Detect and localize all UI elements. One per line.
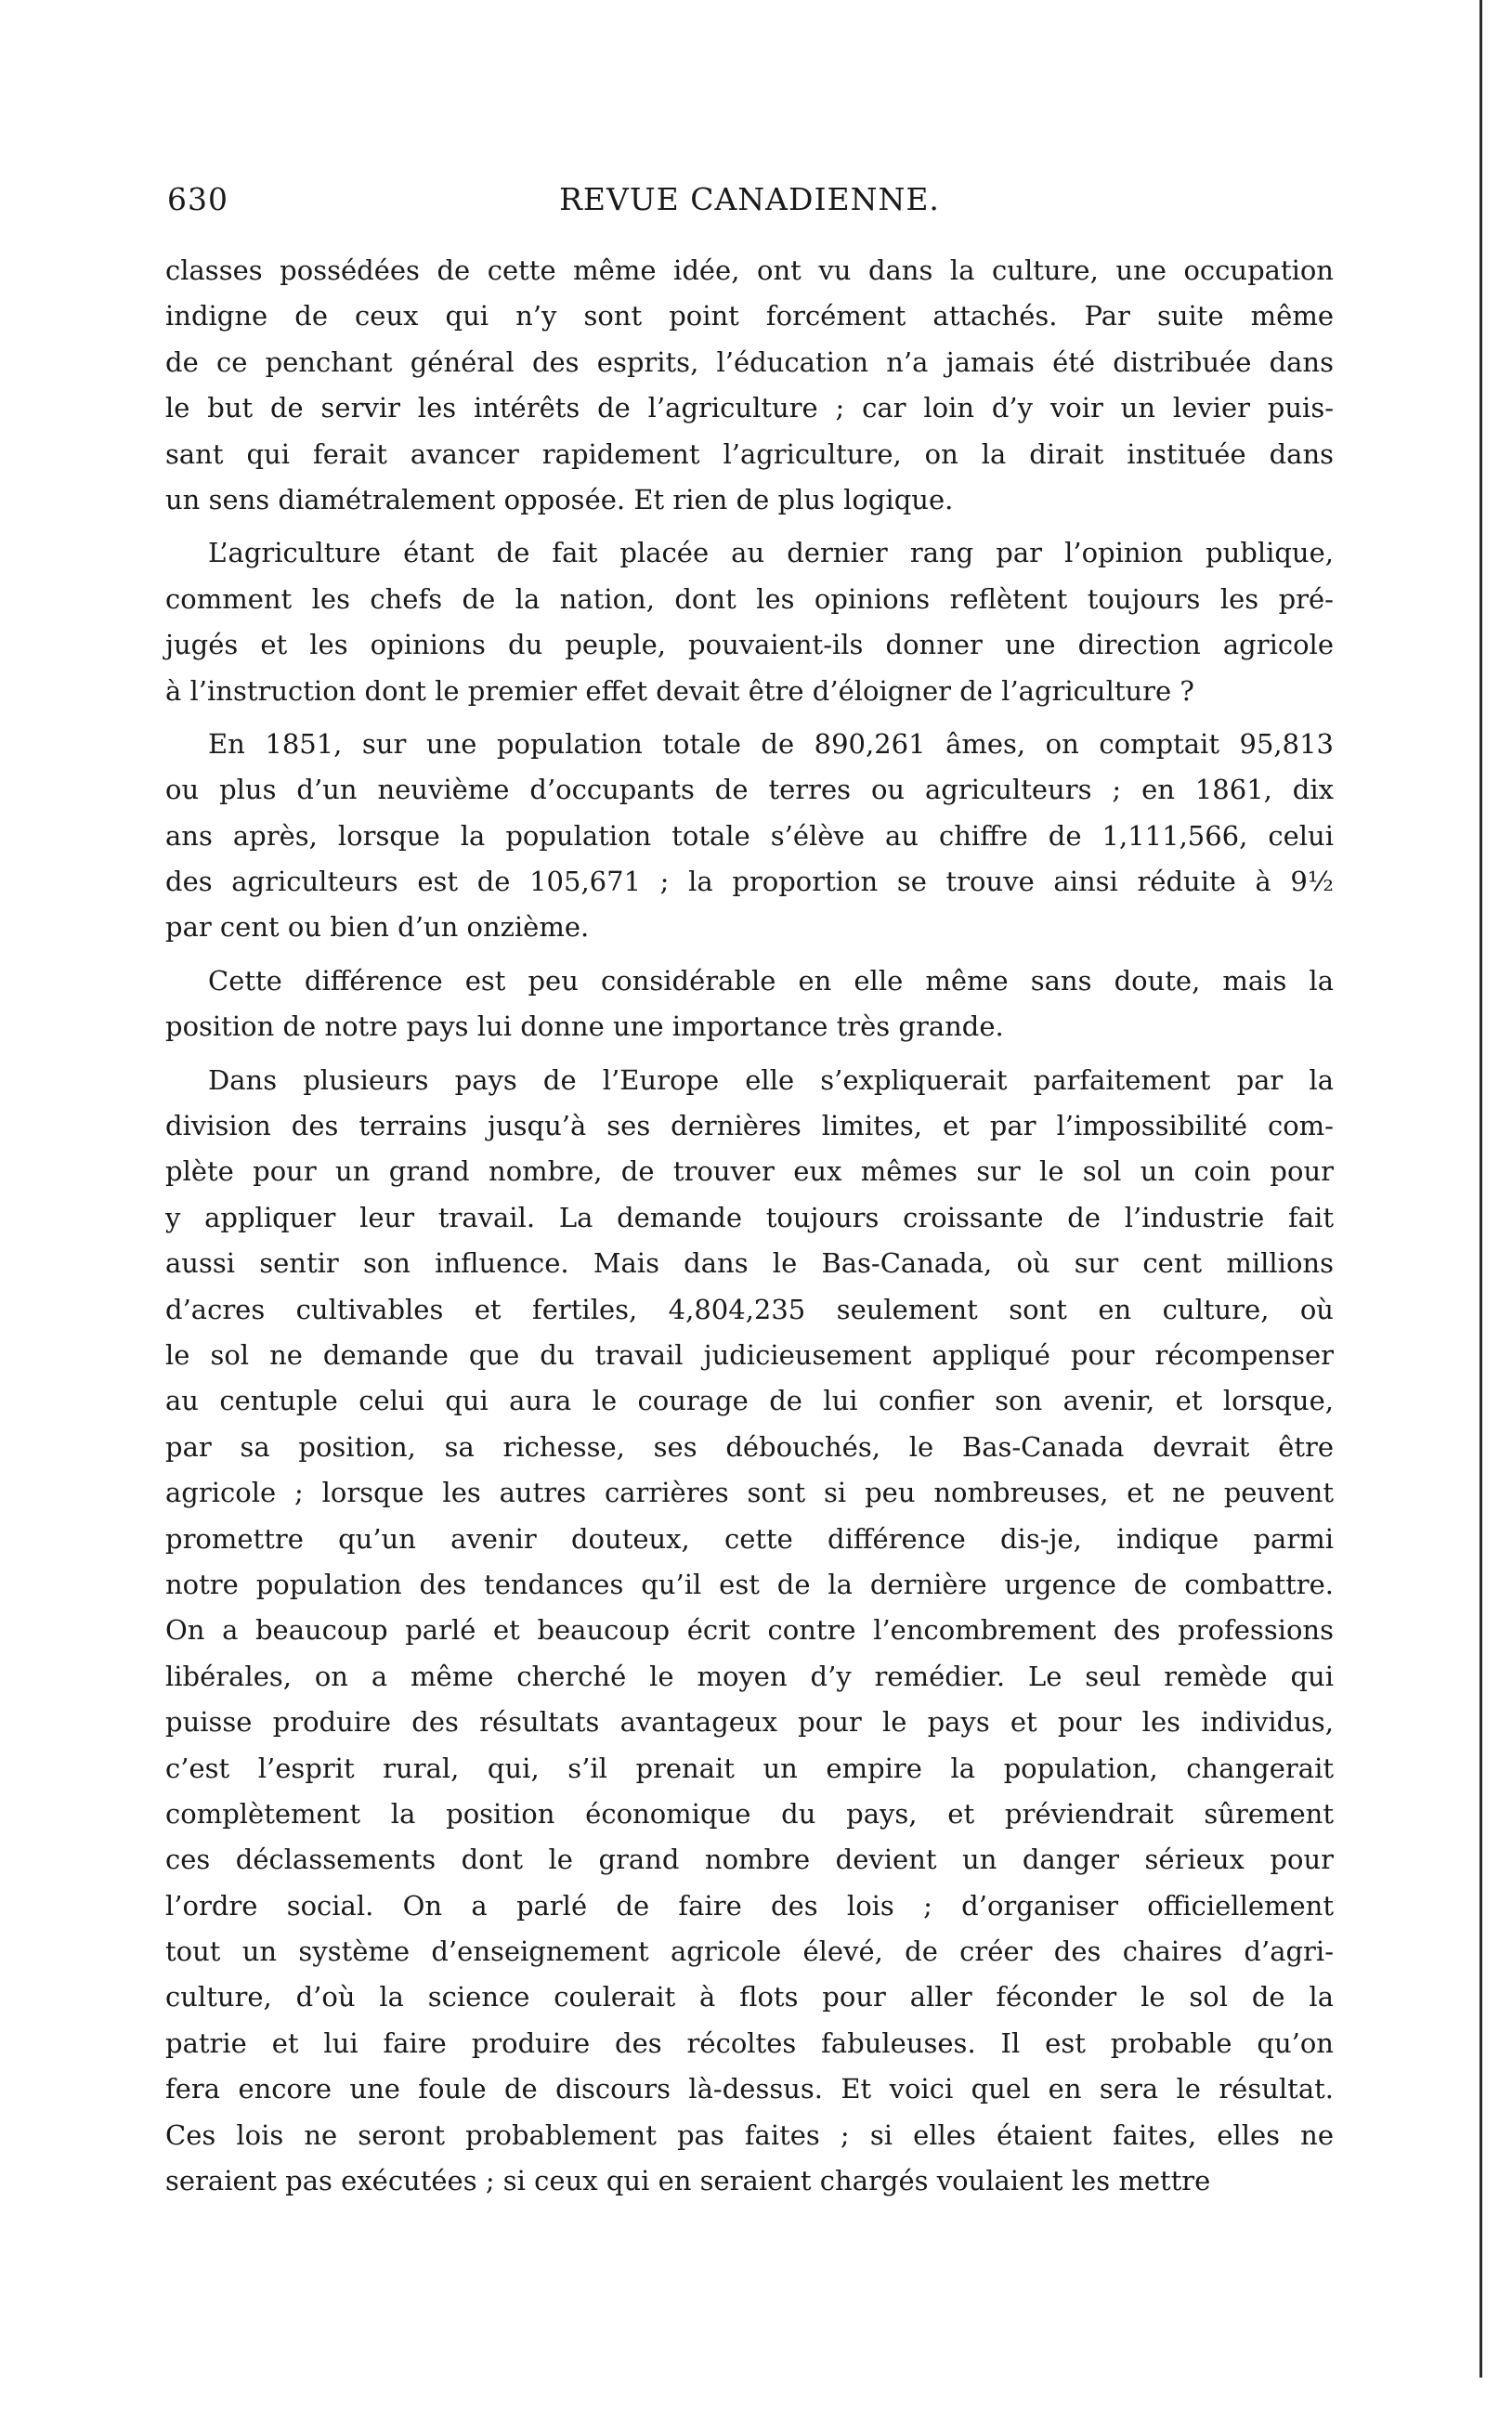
- text-line: fera encore une foule de discours là-dessus. Et voici quel en sera le résultat.: [165, 2073, 1334, 2105]
- text-line: patrie et lui faire produire des récoltes fabuleuses. Il est probable qu’on: [165, 2027, 1334, 2059]
- text-line: Ces lois ne seront probablement pas faites ; si elles étaient faites, elles ne: [165, 2118, 1334, 2151]
- text-line: agricole ; lorsque les autres carrières sont si peu nombreuses, et ne peuvent: [165, 1477, 1334, 1509]
- text-line: plète pour un grand nombre, de trouver eux mêmes sur le sol un coin pour: [165, 1155, 1334, 1188]
- text-line: On a beaucoup parlé et beaucoup écrit contre l’encombrement des professions: [165, 1614, 1334, 1647]
- text-line: d’acres cultivables et fertiles, 4,804,235 seulement sont en culture, où: [165, 1293, 1334, 1325]
- text-line: sant qui ferait avancer rapidement l’agriculture, on la dirait instituée dans: [165, 437, 1334, 470]
- text-line: par cent ou bien d’un onzième.: [165, 911, 590, 944]
- text-line: au centuple celui qui aura le courage de lui confier son avenir, et lorsque,: [165, 1385, 1334, 1417]
- text-line: ou plus d’un neuvième d’occupants de terres ou agriculteurs ; en 1861, dix: [165, 774, 1334, 806]
- text-line: promettre qu’un avenir douteux, cette différence dis-je, indique parmi: [165, 1522, 1334, 1555]
- running-head: [165, 181, 1334, 228]
- text-line: division des terrains jusqu’à ses dernières limites, et par l’impossibilité com-: [165, 1110, 1334, 1142]
- paragraph: [165, 248, 1334, 523]
- text-line: tout un système d’enseignement agricole élevé, de créer des chaires d’agri-: [165, 1935, 1334, 1968]
- text-line: indigne de ceux qui n’y sont point forcément attachés. Par suite même: [165, 300, 1334, 332]
- text-line: le sol ne demande que du travail judicieusement appliqué pour récompenser: [165, 1338, 1334, 1371]
- text-line: complètement la position économique du pays, et préviendrait sûrement: [165, 1797, 1334, 1830]
- text-line: classes possédées de cette même idée, ont vu dans la culture, une occupation: [165, 254, 1334, 286]
- text-line: le but de servir les intérêts de l’agriculture ; car loin d’y voir un levier puis-: [165, 392, 1334, 424]
- paragraph: [165, 1058, 1334, 2205]
- text-line: l’ordre social. On a parlé de faire des lois ; d’organiser officiellement: [165, 1889, 1334, 1922]
- text-line: ans après, lorsque la population totale s’élève au chiffre de 1,111,566, celui: [165, 819, 1334, 852]
- text-line: aussi sentir son influence. Mais dans le Bas-Canada, où sur cent millions: [165, 1247, 1334, 1280]
- journal-title: REVUE CANADIENNE.: [559, 181, 940, 217]
- text-line: un sens diamétralement opposée. Et rien de plus logique.: [165, 483, 954, 515]
- text-line: à l’instruction dont le premier effet devait être d’éloigner de l’agriculture ?: [165, 674, 1194, 707]
- text-line: culture, d’où la science coulerait à flots pour aller féconder le sol de la: [165, 1981, 1334, 2013]
- text-line: puisse produire des résultats avantageux pour le pays et pour les individus,: [165, 1706, 1334, 1739]
- text-line: ces déclassements dont le grand nombre devient un danger sérieux pour: [165, 1844, 1334, 1876]
- page-number: 630: [167, 181, 228, 217]
- text-line: de ce penchant général des esprits, l’éducation n’a jamais été distribuée dans: [165, 345, 1334, 378]
- text-line: Cette différence est peu considérable en elle même sans doute, mais la: [208, 964, 1334, 997]
- text-line: En 1851, sur une population totale de 890,261 âmes, on comptait 95,813: [208, 727, 1334, 760]
- text-line: L’agriculture étant de fait placée au dernier rang par l’opinion publique,: [208, 537, 1334, 569]
- text-line: seraient pas exécutées ; si ceux qui en seraient chargés voulaient les mettre: [165, 2165, 1211, 2197]
- page: [165, 181, 1334, 2211]
- paragraph: [165, 722, 1334, 951]
- text-line: comment les chefs de la nation, dont les opinions reflètent toujours les pré-: [165, 582, 1334, 615]
- text-line: des agriculteurs est de 105,671 ; la proportion se trouve ainsi réduite à 9½: [165, 866, 1334, 898]
- body-text: [165, 248, 1334, 2204]
- scan-edge-line: [1479, 0, 1482, 2378]
- text-line: jugés et les opinions du peuple, pouvaient-ils donner une direction agricole: [165, 629, 1334, 661]
- text-line: par sa position, sa richesse, ses débouchés, le Bas-Canada devrait être: [165, 1430, 1334, 1463]
- text-line: libérales, on a même cherché le moyen d’y remédier. Le seul remède qui: [165, 1660, 1334, 1692]
- text-line: position de notre pays lui donne une importance très grande.: [165, 1010, 1004, 1043]
- paragraph: [165, 530, 1334, 714]
- text-line: c’est l’esprit rural, qui, s’il prenait un empire la population, changerait: [165, 1752, 1334, 1784]
- text-line: notre population des tendances qu’il est de la dernière urgence de combattre.: [165, 1568, 1334, 1600]
- text-line: Dans plusieurs pays de l’Europe elle s’expliquerait parfaitement par la: [208, 1063, 1334, 1096]
- paragraph: [165, 958, 1334, 1050]
- text-line: y appliquer leur travail. La demande toujours croissante de l’industrie fait: [165, 1201, 1334, 1233]
